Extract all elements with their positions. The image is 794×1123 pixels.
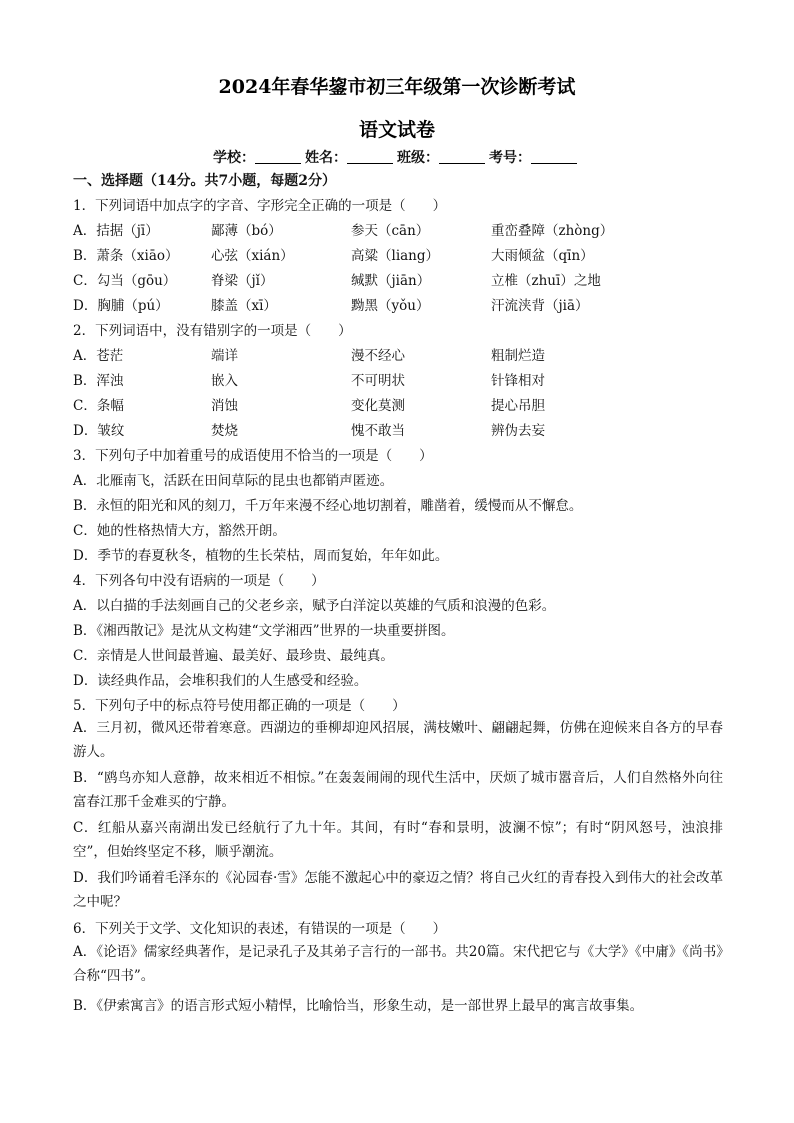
question-5-option-c: C．红船从嘉兴南湖出发已经航行了九十年。其间，有时“春和景明，波澜不惊”；有时“阴风怒号，浊浪排空”，但始终坚定不移，顺乎潮流。 — [73, 820, 723, 860]
question-4-option-a: A．以白描的手法刻画自己的父老乡亲，赋予白洋淀以英雄的气质和浪漫的色彩。 — [73, 598, 556, 614]
option-cell: B．萧条（xiāo） — [73, 248, 179, 264]
option-cell: D．皱纹 — [73, 423, 125, 439]
question-5-stem: 5．下列句子中的标点符号使用都正确的一项是（ ） — [73, 698, 406, 714]
option-cell: A．苍茫 — [73, 348, 124, 364]
option-cell: 端详 — [211, 348, 238, 364]
question-2-option-c — [73, 397, 723, 415]
question-6-option-b: B．《伊索寓言》的语言形式短小精悍，比喻恰当，形象生动，是一部世界上最早的寓言故事集。 — [73, 998, 644, 1014]
school-blank — [255, 149, 301, 164]
option-cell: 不可明状 — [351, 373, 405, 389]
option-cell: 重峦叠障（zhòng） — [491, 223, 614, 239]
option-cell: 膝盖（xī） — [211, 298, 277, 314]
class-label: 班级： — [397, 150, 439, 166]
question-2-option-d — [73, 422, 723, 440]
question-3-stem: 3．下列句子中加着重号的成语使用不恰当的一项是（ ） — [73, 448, 433, 464]
question-1-option-d — [73, 297, 723, 315]
option-cell: 针锋相对 — [491, 373, 545, 389]
option-cell: 大雨倾盆（qīn） — [491, 248, 594, 264]
option-cell: C．勾当（gōu） — [73, 273, 177, 289]
option-cell: 提心吊胆 — [491, 398, 545, 414]
question-3-option-b: B．永恒的阳光和风的刻刀，千万年来漫不经心地切割着，雕凿着，缓慢而从不懈怠。 — [73, 498, 583, 514]
option-cell: B．浑浊 — [73, 373, 124, 389]
option-cell: 嵌入 — [211, 373, 238, 389]
option-cell: 立椎（zhuī）之地 — [491, 273, 601, 289]
option-cell: 参天（cān） — [351, 223, 430, 239]
question-5-option-b: B．“鸥鸟亦知人意静，故来相近不相惊。”在轰轰闹闹的现代生活中，厌烦了城市嚣音后，人们自然格外向往富春江那千金难买的宁静。 — [73, 770, 723, 810]
option-cell: 缄默（jiān） — [351, 273, 431, 289]
option-cell: 消蚀 — [211, 398, 238, 414]
option-cell: 粗制烂造 — [491, 348, 545, 364]
section-heading: 一、选择题（14分。共7小题，每题2分） — [73, 173, 336, 189]
option-cell: 变化莫测 — [351, 398, 405, 414]
exam-no-blank — [531, 149, 577, 164]
name-label: 姓名： — [305, 150, 347, 166]
option-cell: 脊梁（jǐ） — [211, 273, 274, 289]
question-1-option-a — [73, 222, 723, 240]
school-label: 学校： — [213, 150, 255, 166]
question-6-option-a: A．《论语》儒家经典著作，是记录孔子及其弟子言行的一部书。共20篇。宋代把它与《大学》《中庸》《尚书》合称“四书”。 — [73, 944, 723, 984]
question-1-option-b — [73, 247, 723, 265]
option-cell: 愧不敢当 — [351, 423, 405, 439]
option-cell: 心弦（xián） — [211, 248, 294, 264]
question-3-option-d: D．季节的春夏秋冬，植物的生长荣枯，周而复始，年年如此。 — [73, 548, 449, 564]
question-3-option-c: C．她的性格热情大方，豁然开朗。 — [73, 523, 286, 539]
question-4-option-c: C．亲情是人世间最普遍、最美好、最珍贵、最纯真。 — [73, 648, 394, 664]
question-6-stem: 6．下列关于文学、文化知识的表述，有错误的一项是（ ） — [73, 921, 447, 937]
question-2-option-b — [73, 372, 723, 390]
option-cell: 黝黑（yǒu） — [351, 298, 430, 314]
question-4-option-d: D．读经典作品，会堆积我们的人生感受和经验。 — [73, 673, 368, 689]
option-cell: A．拮据（jī） — [73, 223, 159, 239]
option-cell: 辨伪去妄 — [491, 423, 545, 439]
question-1-option-c — [73, 272, 723, 290]
question-3-option-a: A．北雁南飞，活跃在田间草际的昆虫也都销声匿迹。 — [73, 473, 394, 489]
question-5-option-d: D．我们吟诵着毛泽东的《沁园春·雪》怎能不激起心中的豪迈之情？将自己火红的青春投入到伟大的社会改革之中呢？ — [73, 870, 723, 910]
option-cell: 鄙薄（bó） — [211, 223, 282, 239]
exam-subtitle: 语文试卷 — [358, 119, 435, 141]
option-cell: D．胸脯（pú） — [73, 298, 169, 314]
question-5-option-a: A．三月初，微风还带着寒意。西湖边的垂柳却迎风招展，满枝嫩叶、翩翩起舞，仿佛在迎候来自各方的早春游人。 — [73, 720, 723, 760]
option-cell: 汗流浃背（jiā） — [491, 298, 589, 314]
name-blank — [347, 149, 393, 164]
question-4-option-b: B．《湘西散记》是沈从文构建“文学湘西”世界的一块重要拼图。 — [73, 623, 455, 639]
option-cell: C．条幅 — [73, 398, 124, 414]
option-cell: 高粱（liang） — [351, 248, 440, 264]
question-1-stem: 1．下列词语中加点字的字音、字形完全正确的一项是（ ） — [73, 198, 447, 214]
exam-no-label: 考号： — [489, 150, 531, 166]
option-cell: 漫不经心 — [351, 348, 405, 364]
class-blank — [439, 149, 485, 164]
question-2-option-a — [73, 347, 723, 365]
student-info-row — [0, 147, 794, 167]
question-4-stem: 4．下列各句中没有语病的一项是（ ） — [73, 573, 325, 589]
option-cell: 焚烧 — [211, 423, 238, 439]
exam-title: 2024年春华鋆市初三年级第一次诊断考试 — [218, 76, 576, 98]
question-2-stem: 2．下列词语中，没有错别字的一项是（ ） — [73, 323, 352, 339]
